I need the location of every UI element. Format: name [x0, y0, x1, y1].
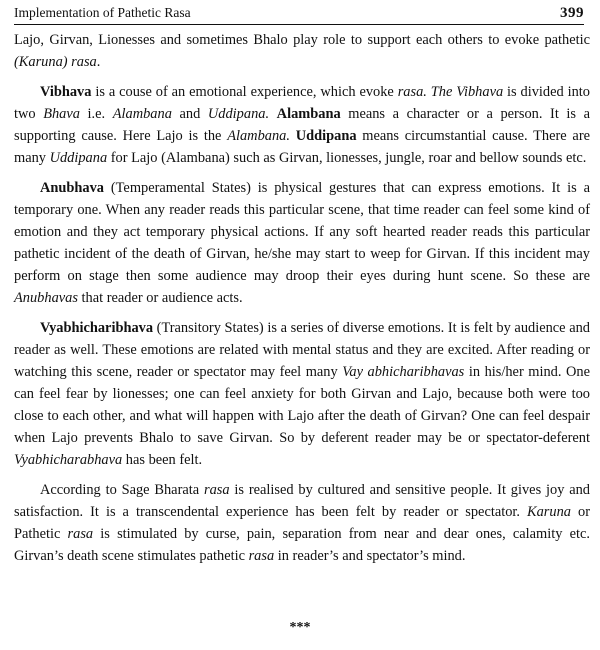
text-run: Lajo, Girvan, Lionesses and sometimes Bhalo play role to support each others to evoke pathetic — [14, 32, 590, 48]
section-end-mark: *** — [289, 620, 311, 635]
text-run: means a character or a person. It is a supporting cause. Here Lajo is the — [14, 106, 591, 144]
italic-term: rasa. The Vibhava — [397, 84, 504, 100]
italic-term: rasa — [248, 548, 275, 564]
bold-term: Alambana — [276, 106, 341, 122]
text-run: and — [171, 106, 208, 122]
text-run: is a couse of an emotional experience, which evoke — [91, 84, 398, 100]
italic-term: Uddipana. — [207, 106, 270, 122]
italic-term: rasa — [203, 482, 230, 498]
bold-term: Anubhava — [40, 180, 104, 196]
italic-term: Anubhavas — [14, 290, 78, 306]
page-number: 399 — [560, 5, 584, 21]
text-run: or Pathetic — [14, 504, 590, 542]
text-run: means circumstantial cause. There are many — [14, 128, 590, 166]
text-run — [269, 106, 277, 122]
paragraph-vibhava — [14, 81, 590, 169]
italic-term: Alambana. — [227, 128, 290, 144]
text-run: in his/her mind. One can feel fear by lionesses; one can feel anxiety for both Girvan and Lajo, because both were too close to each other, and what will happen with Lajo after the death of Girvan? One can feel despair when Lajo prevents Bhalo to save Girvan. So by deferent reader may be or spectator-deferent — [14, 364, 590, 446]
italic-term: Bhava — [43, 106, 80, 122]
text-run: (Temperamental States) is physical gestures that can express emotions. It is a temporary one. When any reader reads this particular scene, that time reader can feel some kind of emotion and they act temporary physical actions. If any soft hearted reader reads this particular pathetic incident of the death of Girvan, he/she may start to weep for Girvan. If this incident may perform on stage then some audience may droop their eyes during hunt scene. So these are — [14, 180, 590, 284]
italic-term: Karuna — [527, 504, 571, 520]
italic-term: Vay abhicharibhavas — [342, 364, 465, 380]
text-run: is realised by cultured and sensitive people. It gives joy and satisfaction. It is a transcendental experience has been felt by reader or spectator. — [14, 482, 590, 520]
running-header — [14, 0, 592, 22]
italic-term: Alambana — [112, 106, 172, 122]
text-run: (Transitory States) is a series of diverse emotions. It is felt by audience and reader as well. These emotions are related with mental status and they are excited. After reading or watching this scene, reader or spectator may feel many — [14, 320, 590, 380]
paragraph-bharata — [14, 479, 590, 567]
italic-term: rasa — [67, 526, 94, 542]
text-run: is divided into two — [14, 84, 590, 122]
text-run: is stimulated by curse, pain, separation from near and dear ones, calamity etc. Girvan’s death scene stimulates pathetic — [14, 526, 590, 564]
italic-term: (Karuna) rasa — [14, 54, 97, 70]
paragraph-vyabhicharibhava — [14, 317, 590, 471]
bold-term: Vibhava — [40, 84, 92, 100]
bold-term: Vyabhicharibhava — [40, 320, 154, 336]
bold-term: Uddipana — [295, 128, 357, 144]
text-run: According to Sage Bharata — [40, 482, 204, 498]
text-run: for Lajo (Alambana) such as Girvan, lionesses, jungle, roar and bellow sounds etc. — [107, 150, 587, 166]
text-run: that reader or audience acts. — [77, 290, 243, 306]
running-title: Implementation of Pathetic Rasa — [14, 5, 191, 20]
paragraph-opening — [14, 29, 590, 73]
text-run: has been felt. — [122, 452, 203, 468]
paragraph-anubhava — [14, 177, 590, 309]
header-rule — [14, 24, 584, 25]
text-run: in reader’s and spectator’s mind. — [274, 548, 466, 564]
italic-term: Vyabhicharabhava — [14, 452, 123, 468]
text-run: i.e. — [79, 106, 113, 122]
italic-term: Uddipana — [49, 150, 108, 166]
text-run: . — [96, 54, 101, 70]
body-text — [14, 29, 590, 567]
